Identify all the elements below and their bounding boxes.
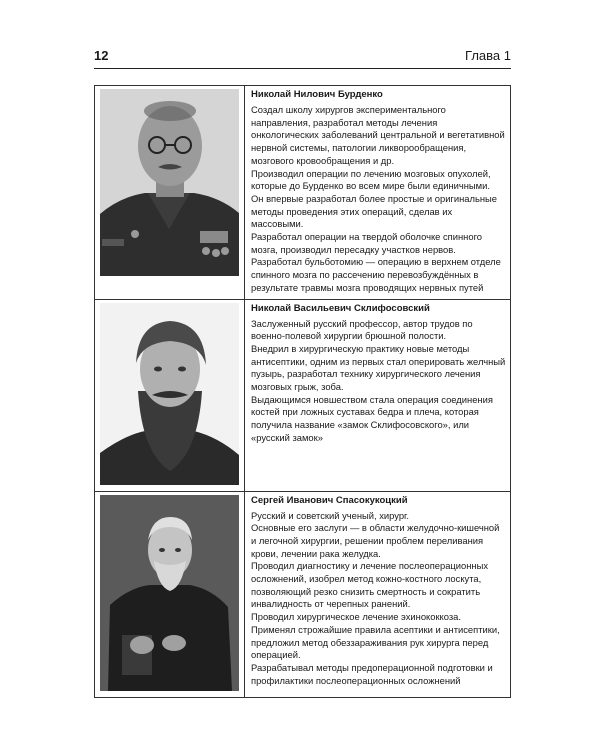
portrait-spasokukotsky (100, 495, 239, 691)
bio-text-cell (245, 491, 511, 697)
chapter-title: Глава 1 (465, 48, 511, 63)
page-header (94, 46, 511, 69)
bio-text-cell (245, 299, 511, 491)
bio-paragraph: Разработал бульботомию — операцию в верхнем отделе спинного мозга по рассечению перевозбуждённых в результате травмы мозга проводящих нервных путей (251, 256, 501, 293)
bio-paragraph: Проводил диагностику и лечение послеоперационных осложнений, изобрел метод кожно-костного лоскута, позволяющий резко снизить смертность и сократить инвалидность от черепных ранений. (251, 560, 489, 610)
bio-paragraph: Проводил хирургическое лечение эхинококкоза. (251, 611, 461, 623)
table-row (95, 491, 511, 697)
photo-cell (95, 299, 245, 491)
person-name: Сергей Иванович Спасокукоцкий (251, 494, 408, 506)
bio-paragraph: Разработал операции на твердой оболочке спинного мозга, производил пересадку участков нервов. (251, 231, 482, 255)
bio-paragraph: Основные его заслуги — в области желудочно-кишечной и легочной хирургии, решении проблем переливания крови, лечении рака желудка. (251, 522, 500, 559)
page-number: 12 (94, 48, 109, 63)
portrait-burdenko (100, 89, 239, 276)
person-name: Николай Нилович Бурденко (251, 89, 383, 100)
bio-paragraph: Он впервые разработал более простые и оригинальные методы проведения этих операций, сделав их массовыми. (251, 192, 497, 230)
bio-paragraph: Русский и советский ученый, хирург. (251, 509, 409, 521)
bio-text-cell (245, 86, 511, 300)
photo-cell (95, 491, 245, 697)
biography-table (94, 85, 511, 698)
bio-paragraph: Разрабатывал методы предоперационной подготовки и профилактики послеоперационных осложнений (251, 661, 493, 686)
bio-paragraph: Создал школу хирургов экспериментального направления, разработал методы лечения онкологических заболеваний центральной и вегетативной нервной системы, патологии ликворообращения, мозгового кровообращения и др. (251, 104, 505, 166)
table-row (95, 86, 511, 300)
bio-paragraph: Выдающимся новшеством стала операция соединения костей при ложных суставах бедра и плеча, которая получила название «замок Склифосовского», или «русский замок» (251, 393, 493, 443)
bio-paragraph: Применял строжайшие правила асептики и антисептики, предложил метод обеззараживания рук хирурга перед операцией. (251, 623, 500, 661)
photo-cell (95, 86, 245, 300)
portrait-sklifosovsky (100, 303, 239, 485)
person-name: Николай Васильевич Склифосовский (251, 302, 430, 314)
bio-paragraph: Заслуженный русский профессор, автор трудов по военно-полевой хирургии брюшной полости. (251, 317, 473, 342)
bio-paragraph: Производил операции по лечению мозговых опухолей, которые до Бурденко во всем мире были единичными. (251, 167, 491, 192)
table-row (95, 299, 511, 491)
bio-paragraph: Внедрил в хирургическую практику новые методы антисептики, одним из первых стал оперировать желчный пузырь, разработал технику хирургического лечения мозговых грыж, зоба. (251, 342, 506, 393)
